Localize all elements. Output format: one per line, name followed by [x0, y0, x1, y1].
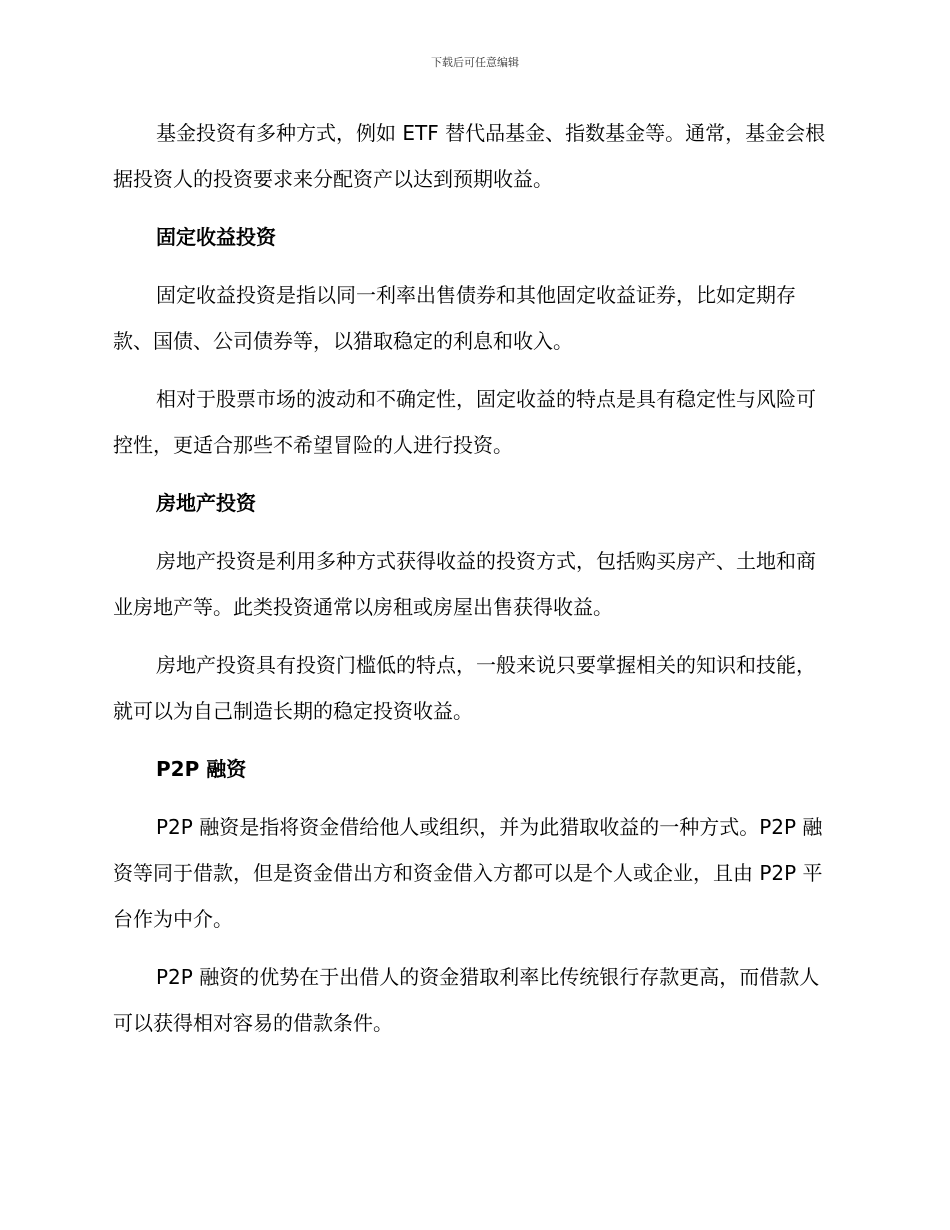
paragraph-fixed-income-definition: 固定收益投资是指以同一利率出售债券和其他固定收益证券，比如定期存款、国债、公司债券等，以猎取稳定的利息和收入。 — [113, 283, 796, 353]
page-header: 下载后可任意编辑 — [431, 56, 519, 69]
paragraph-fixed-income-features: 相对于股票市场的波动和不确定性，固定收益的特点是具有稳定性与风险可控性，更适合那些不希望冒险的人进行投资。 — [113, 387, 816, 457]
heading-fixed-income: 固定收益投资 — [156, 225, 276, 249]
document-body — [113, 110, 833, 1058]
paragraph-p2p-definition: P2P 融资是指将资金借给他人或组织，并为此猎取收益的一种方式。P2P 融资等同于借款，但是资金借出方和资金借入方都可以是个人或企业，且由 P2P 平台作为中介。 — [113, 815, 823, 931]
heading-p2p: P2P 融资 — [156, 757, 247, 781]
heading-real-estate: 房地产投资 — [156, 491, 256, 515]
paragraph-real-estate-features: 房地产投资具有投资门槛低的特点，一般来说只要掌握相关的知识和技能，就可以为自己制造长期的稳定投资收益。 — [113, 653, 816, 723]
paragraph-real-estate-definition: 房地产投资是利用多种方式获得收益的投资方式，包括购买房产、土地和商业房地产等。此类投资通常以房租或房屋出售获得收益。 — [113, 549, 816, 619]
paragraph-p2p-advantages: P2P 融资的优势在于出借人的资金猎取利率比传统银行存款更高，而借款人可以获得相对容易的借款条件。 — [113, 965, 820, 1035]
paragraph-fund-investment: 基金投资有多种方式，例如 ETF 替代品基金、指数基金等。通常，基金会根据投资人的投资要求来分配资产以达到预期收益。 — [113, 121, 826, 191]
